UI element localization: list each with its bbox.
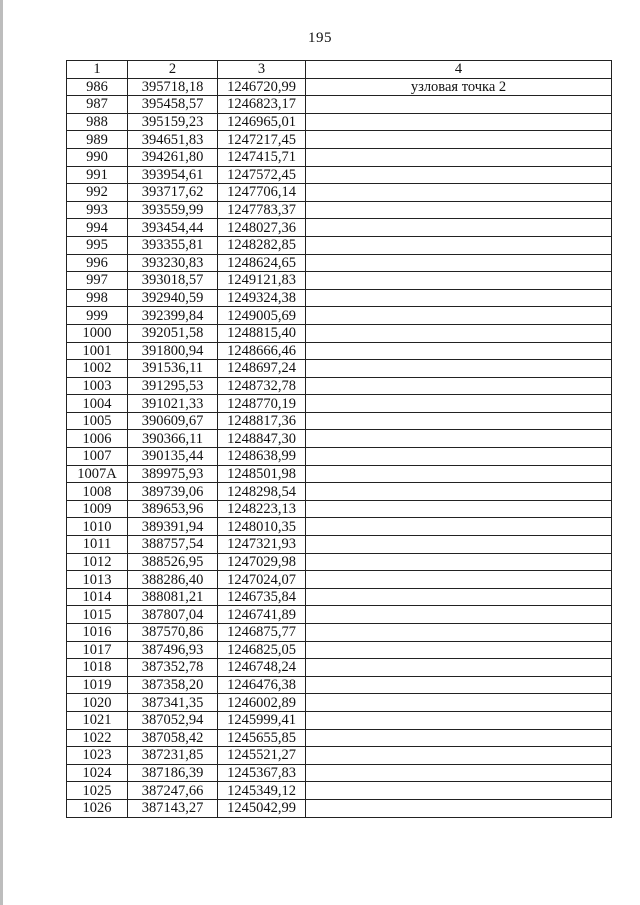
x-coordinate-cell: 389975,93 <box>128 465 218 483</box>
table-row <box>67 324 612 342</box>
x-coordinate-cell: 390135,44 <box>128 448 218 466</box>
point-number-cell: 998 <box>67 289 128 307</box>
point-number-cell: 999 <box>67 307 128 325</box>
table-row <box>67 272 612 290</box>
table-row <box>67 588 612 606</box>
point-number-cell: 1005 <box>67 412 128 430</box>
table-row <box>67 307 612 325</box>
note-cell <box>306 113 612 131</box>
note-cell <box>306 236 612 254</box>
note-cell <box>306 571 612 589</box>
y-coordinate-cell: 1247572,45 <box>218 166 306 184</box>
y-coordinate-cell: 1246875,77 <box>218 624 306 642</box>
note-cell <box>306 641 612 659</box>
page-number: 195 <box>308 30 332 46</box>
x-coordinate-cell: 390366,11 <box>128 430 218 448</box>
table-row <box>67 166 612 184</box>
y-coordinate-cell: 1248847,30 <box>218 430 306 448</box>
table-row <box>67 676 612 694</box>
y-coordinate-cell: 1248027,36 <box>218 219 306 237</box>
point-number-cell: 1017 <box>67 641 128 659</box>
x-coordinate-cell: 393717,62 <box>128 184 218 202</box>
x-coordinate-cell: 392399,84 <box>128 307 218 325</box>
y-coordinate-cell: 1245367,83 <box>218 764 306 782</box>
y-coordinate-cell: 1247024,07 <box>218 571 306 589</box>
point-number-cell: 1010 <box>67 518 128 536</box>
x-coordinate-cell: 387358,20 <box>128 676 218 694</box>
y-coordinate-cell: 1248624,65 <box>218 254 306 272</box>
y-coordinate-cell: 1248666,46 <box>218 342 306 360</box>
x-coordinate-cell: 391800,94 <box>128 342 218 360</box>
point-number-cell: 994 <box>67 219 128 237</box>
table-row <box>67 184 612 202</box>
table-row <box>67 518 612 536</box>
y-coordinate-cell: 1247321,93 <box>218 536 306 554</box>
x-coordinate-cell: 395159,23 <box>128 113 218 131</box>
point-number-cell: 1016 <box>67 624 128 642</box>
point-number-cell: 1003 <box>67 377 128 395</box>
note-cell <box>306 606 612 624</box>
table-row <box>67 395 612 413</box>
note-cell <box>306 729 612 747</box>
point-number-cell: 1019 <box>67 676 128 694</box>
table-row <box>67 571 612 589</box>
table-row <box>67 96 612 114</box>
table-row <box>67 113 612 131</box>
point-number-cell: 1022 <box>67 729 128 747</box>
x-coordinate-cell: 393230,83 <box>128 254 218 272</box>
point-number-cell: 1014 <box>67 588 128 606</box>
y-coordinate-cell: 1246823,17 <box>218 96 306 114</box>
x-coordinate-cell: 387807,04 <box>128 606 218 624</box>
table-row <box>67 729 612 747</box>
note-cell <box>306 272 612 290</box>
table-header-row <box>67 61 612 79</box>
table-row <box>67 448 612 466</box>
note-cell <box>306 395 612 413</box>
x-coordinate-cell: 387496,93 <box>128 641 218 659</box>
x-coordinate-cell: 387143,27 <box>128 799 218 817</box>
table-row <box>67 536 612 554</box>
x-coordinate-cell: 393954,61 <box>128 166 218 184</box>
table-row <box>67 360 612 378</box>
point-number-cell: 1011 <box>67 536 128 554</box>
coordinates-table <box>66 60 612 818</box>
x-coordinate-cell: 389391,94 <box>128 518 218 536</box>
x-coordinate-cell: 392940,59 <box>128 289 218 307</box>
y-coordinate-cell: 1248638,99 <box>218 448 306 466</box>
point-number-cell: 996 <box>67 254 128 272</box>
point-number-cell: 1007 <box>67 448 128 466</box>
y-coordinate-cell: 1247029,98 <box>218 553 306 571</box>
table-row <box>67 377 612 395</box>
x-coordinate-cell: 392051,58 <box>128 324 218 342</box>
point-number-cell: 1006 <box>67 430 128 448</box>
x-coordinate-cell: 387352,78 <box>128 659 218 677</box>
table-row <box>67 412 612 430</box>
table-row <box>67 289 612 307</box>
x-coordinate-cell: 387247,66 <box>128 782 218 800</box>
note-cell <box>306 96 612 114</box>
table-row <box>67 342 612 360</box>
note-cell <box>306 659 612 677</box>
x-coordinate-cell: 390609,67 <box>128 412 218 430</box>
note-cell <box>306 377 612 395</box>
x-coordinate-cell: 387186,39 <box>128 764 218 782</box>
y-coordinate-cell: 1248010,35 <box>218 518 306 536</box>
y-coordinate-cell: 1246825,05 <box>218 641 306 659</box>
x-coordinate-cell: 393454,44 <box>128 219 218 237</box>
note-cell <box>306 201 612 219</box>
table-row <box>67 254 612 272</box>
note-cell <box>306 131 612 149</box>
x-coordinate-cell: 387058,42 <box>128 729 218 747</box>
x-coordinate-cell: 394261,80 <box>128 148 218 166</box>
table-row <box>67 465 612 483</box>
note-cell <box>306 483 612 501</box>
column-header: 2 <box>128 61 218 79</box>
point-number-cell: 988 <box>67 113 128 131</box>
table-row <box>67 799 612 817</box>
note-cell <box>306 588 612 606</box>
note-cell <box>306 448 612 466</box>
point-number-cell: 1012 <box>67 553 128 571</box>
note-cell <box>306 553 612 571</box>
table-row <box>67 764 612 782</box>
point-number-cell: 1025 <box>67 782 128 800</box>
point-number-cell: 991 <box>67 166 128 184</box>
table-row <box>67 641 612 659</box>
note-cell: узловая точка 2 <box>306 78 612 96</box>
note-cell <box>306 289 612 307</box>
x-coordinate-cell: 388081,21 <box>128 588 218 606</box>
point-number-cell: 993 <box>67 201 128 219</box>
note-cell <box>306 624 612 642</box>
table-row <box>67 500 612 518</box>
y-coordinate-cell: 1245521,27 <box>218 747 306 765</box>
x-coordinate-cell: 388757,54 <box>128 536 218 554</box>
note-cell <box>306 307 612 325</box>
point-number-cell: 1018 <box>67 659 128 677</box>
x-coordinate-cell: 393018,57 <box>128 272 218 290</box>
x-coordinate-cell: 388286,40 <box>128 571 218 589</box>
point-number-cell: 1021 <box>67 711 128 729</box>
y-coordinate-cell: 1245042,99 <box>218 799 306 817</box>
note-cell <box>306 465 612 483</box>
note-cell <box>306 219 612 237</box>
point-number-cell: 1008 <box>67 483 128 501</box>
point-number-cell: 1001 <box>67 342 128 360</box>
point-number-cell: 986 <box>67 78 128 96</box>
y-coordinate-cell: 1249324,38 <box>218 289 306 307</box>
point-number-cell: 995 <box>67 236 128 254</box>
x-coordinate-cell: 388526,95 <box>128 553 218 571</box>
note-cell <box>306 747 612 765</box>
x-coordinate-cell: 387570,86 <box>128 624 218 642</box>
x-coordinate-cell: 391536,11 <box>128 360 218 378</box>
point-number-cell: 1013 <box>67 571 128 589</box>
note-cell <box>306 500 612 518</box>
x-coordinate-cell: 391295,53 <box>128 377 218 395</box>
point-number-cell: 1020 <box>67 694 128 712</box>
table-row <box>67 624 612 642</box>
x-coordinate-cell: 387231,85 <box>128 747 218 765</box>
x-coordinate-cell: 395718,18 <box>128 78 218 96</box>
note-cell <box>306 694 612 712</box>
table-row <box>67 694 612 712</box>
x-coordinate-cell: 394651,83 <box>128 131 218 149</box>
note-cell <box>306 360 612 378</box>
note-cell <box>306 184 612 202</box>
table-body <box>67 78 612 817</box>
x-coordinate-cell: 393355,81 <box>128 236 218 254</box>
x-coordinate-cell: 393559,99 <box>128 201 218 219</box>
x-coordinate-cell: 387341,35 <box>128 694 218 712</box>
y-coordinate-cell: 1246741,89 <box>218 606 306 624</box>
point-number-cell: 989 <box>67 131 128 149</box>
table-row <box>67 553 612 571</box>
note-cell <box>306 430 612 448</box>
point-number-cell: 1002 <box>67 360 128 378</box>
y-coordinate-cell: 1247415,71 <box>218 148 306 166</box>
y-coordinate-cell: 1248815,40 <box>218 324 306 342</box>
column-header: 1 <box>67 61 128 79</box>
y-coordinate-cell: 1248732,78 <box>218 377 306 395</box>
point-number-cell: 1004 <box>67 395 128 413</box>
x-coordinate-cell: 389739,06 <box>128 483 218 501</box>
note-cell <box>306 324 612 342</box>
point-number-cell: 992 <box>67 184 128 202</box>
note-cell <box>306 799 612 817</box>
note-cell <box>306 782 612 800</box>
page-edge-shadow <box>0 0 3 905</box>
point-number-cell: 1023 <box>67 747 128 765</box>
note-cell <box>306 412 612 430</box>
table-row <box>67 782 612 800</box>
y-coordinate-cell: 1249005,69 <box>218 307 306 325</box>
y-coordinate-cell: 1248501,98 <box>218 465 306 483</box>
y-coordinate-cell: 1248223,13 <box>218 500 306 518</box>
y-coordinate-cell: 1248817,36 <box>218 412 306 430</box>
point-number-cell: 997 <box>67 272 128 290</box>
table-row <box>67 148 612 166</box>
note-cell <box>306 254 612 272</box>
y-coordinate-cell: 1245655,85 <box>218 729 306 747</box>
table-row <box>67 606 612 624</box>
column-header: 3 <box>218 61 306 79</box>
table-row <box>67 711 612 729</box>
y-coordinate-cell: 1245349,12 <box>218 782 306 800</box>
y-coordinate-cell: 1245999,41 <box>218 711 306 729</box>
y-coordinate-cell: 1249121,83 <box>218 272 306 290</box>
table-row <box>67 201 612 219</box>
x-coordinate-cell: 395458,57 <box>128 96 218 114</box>
note-cell <box>306 148 612 166</box>
x-coordinate-cell: 389653,96 <box>128 500 218 518</box>
y-coordinate-cell: 1246002,89 <box>218 694 306 712</box>
point-number-cell: 1007А <box>67 465 128 483</box>
note-cell <box>306 536 612 554</box>
table-row <box>67 430 612 448</box>
y-coordinate-cell: 1248770,19 <box>218 395 306 413</box>
x-coordinate-cell: 391021,33 <box>128 395 218 413</box>
table-row <box>67 219 612 237</box>
point-number-cell: 1009 <box>67 500 128 518</box>
point-number-cell: 1024 <box>67 764 128 782</box>
point-number-cell: 1026 <box>67 799 128 817</box>
y-coordinate-cell: 1246965,01 <box>218 113 306 131</box>
table-row <box>67 236 612 254</box>
note-cell <box>306 518 612 536</box>
point-number-cell: 1000 <box>67 324 128 342</box>
y-coordinate-cell: 1248298,54 <box>218 483 306 501</box>
note-cell <box>306 764 612 782</box>
point-number-cell: 990 <box>67 148 128 166</box>
table-row <box>67 659 612 677</box>
note-cell <box>306 711 612 729</box>
column-header: 4 <box>306 61 612 79</box>
y-coordinate-cell: 1247217,45 <box>218 131 306 149</box>
note-cell <box>306 166 612 184</box>
y-coordinate-cell: 1248697,24 <box>218 360 306 378</box>
table-row <box>67 131 612 149</box>
note-cell <box>306 676 612 694</box>
table-row <box>67 78 612 96</box>
y-coordinate-cell: 1248282,85 <box>218 236 306 254</box>
y-coordinate-cell: 1246476,38 <box>218 676 306 694</box>
note-cell <box>306 342 612 360</box>
table-row <box>67 483 612 501</box>
x-coordinate-cell: 387052,94 <box>128 711 218 729</box>
point-number-cell: 987 <box>67 96 128 114</box>
y-coordinate-cell: 1246720,99 <box>218 78 306 96</box>
y-coordinate-cell: 1246748,24 <box>218 659 306 677</box>
y-coordinate-cell: 1247783,37 <box>218 201 306 219</box>
y-coordinate-cell: 1246735,84 <box>218 588 306 606</box>
point-number-cell: 1015 <box>67 606 128 624</box>
table-row <box>67 747 612 765</box>
y-coordinate-cell: 1247706,14 <box>218 184 306 202</box>
